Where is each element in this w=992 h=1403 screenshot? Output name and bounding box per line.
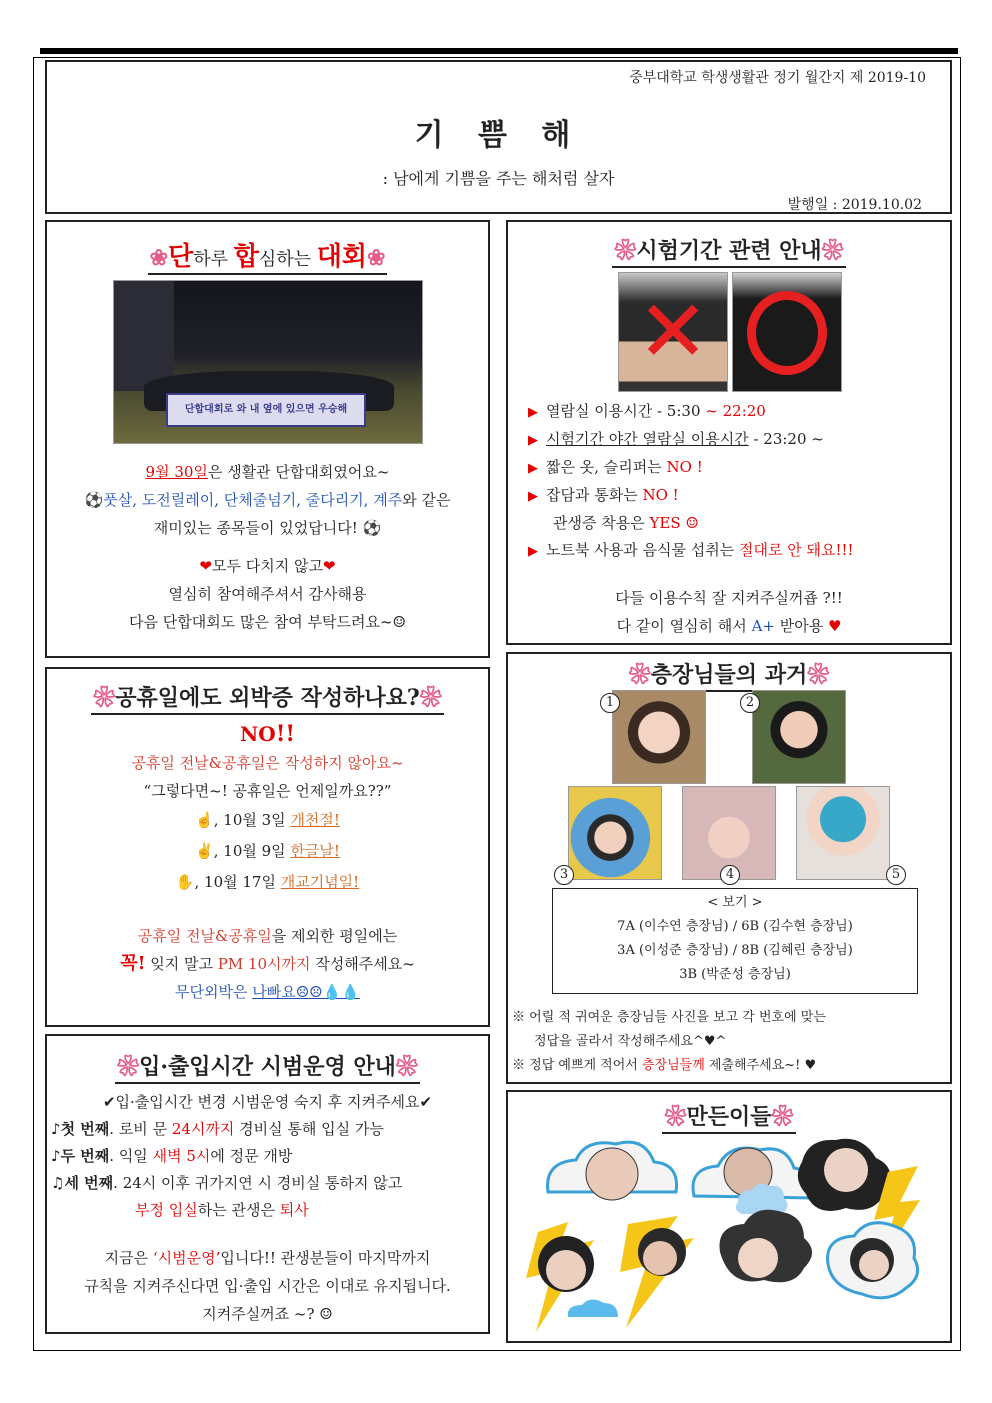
flower-icon: ❀ bbox=[366, 245, 386, 271]
exam-closing-1: 다들 이용수칙 잘 지켜주실꺼죱 ?!! bbox=[615, 589, 843, 607]
correct-outfit-photo bbox=[732, 272, 842, 392]
holiday-item-2: ✌, 10월 9일 한글날! bbox=[195, 842, 340, 860]
answer-legend: < 보기 > 7A (이수연 층장님) / 6B (김수현 층장님) 3A (이성준 층장님) / 8B (김혜린 층장님) 3B (박준성 층장님) bbox=[552, 888, 918, 994]
entry-line-0: ✔입·출입시간 변경 시범운영 숙지 후 지켜주세요✔ bbox=[102, 1093, 433, 1111]
exam-closing-2: 다 같이 열심히 해서 A+ 받아용 ♥ bbox=[616, 617, 842, 635]
holiday-item-1: ☝, 10월 3일 개천절! bbox=[195, 811, 340, 829]
note-icon: ♪ bbox=[51, 1147, 61, 1165]
exam-rule-2: ▶ 시험기간 야간 열람실 이용시간 - 23:20 ~ bbox=[528, 430, 824, 448]
leaders-note-2: ※ 정답 예쁘게 적어서 층장님들께 제출해주세요~! ♥ bbox=[512, 1058, 817, 1073]
exam-section bbox=[506, 220, 952, 645]
newsletter-subtitle: : 남에게 기쁨을 주는 해처럼 살자 bbox=[382, 169, 615, 188]
note-icon: ♪ bbox=[51, 1120, 61, 1138]
o-mark-icon bbox=[747, 291, 827, 375]
contest-line-3: 재미있는 종목들이 있었답니다! ⚽ bbox=[153, 519, 382, 537]
team-group-photo bbox=[113, 280, 423, 444]
heart-icon: ♥ bbox=[827, 617, 842, 635]
entry-para-1: 지금은 ‘시범운영’입니다!! 관생분들이 마지막까지 bbox=[104, 1249, 431, 1267]
makers-title: ❀만든이들❀ bbox=[508, 1100, 950, 1131]
photo-number-2: 2 bbox=[740, 693, 760, 713]
x-mark-icon: ✕ bbox=[636, 282, 710, 382]
heart-icon: ❤ bbox=[199, 557, 213, 575]
hand-two-icon: ✌ bbox=[195, 842, 214, 860]
entry-rule-1: ♪첫 번째. 로비 문 24시까지 경비실 통해 입실 가능 bbox=[51, 1120, 384, 1138]
baby-photo-1 bbox=[612, 690, 706, 784]
holiday-item-3: ✋, 10월 17일 개교기념일! bbox=[175, 873, 360, 891]
contest-line-6: 다음 단합대회도 많은 참여 부탁드려요~☺ bbox=[129, 613, 406, 631]
holiday-title: ❀공휴일에도 외박증 작성하나요?❀ bbox=[47, 681, 488, 712]
newsletter-title: 기 쁨 해 bbox=[414, 118, 583, 153]
contest-title: ❀단하루 합심하는 대회❀ bbox=[47, 236, 488, 273]
flower-icon: ❀ bbox=[149, 245, 169, 271]
hand-one-icon: ☝ bbox=[195, 811, 214, 829]
baby-photo-2 bbox=[752, 690, 846, 784]
entry-section bbox=[45, 1034, 490, 1334]
exam-rule-5: 관생증 착용은 YES ☺ bbox=[553, 514, 699, 532]
leaders-title: ❀층장님들의 과거❀ bbox=[508, 658, 950, 689]
entry-rule-3b: 부정 입실하는 관생은 퇴사 bbox=[135, 1201, 309, 1219]
makers-collage bbox=[508, 1132, 954, 1342]
cloud-icon bbox=[720, 1210, 813, 1283]
holiday-section bbox=[45, 667, 490, 1027]
holiday-line-4: 꼭! 잊지 말고 PM 10시까지 작성해주세요~ bbox=[120, 953, 415, 974]
holiday-line-2: “그렇다면~! 공휴일은 언제일까요??” bbox=[143, 782, 392, 800]
baby-photo-3 bbox=[568, 786, 662, 880]
exam-rule-6: ▶ 노트북 사용과 음식물 섭취는 절대로 안 돼요!!! bbox=[528, 541, 854, 559]
heart-icon: ❤ bbox=[322, 557, 336, 575]
contest-section bbox=[45, 220, 490, 658]
leaders-note-1: ※ 어릴 적 귀여운 층장님들 사진을 보고 각 번호에 맞는 bbox=[512, 1010, 826, 1025]
photo-number-1: 1 bbox=[600, 693, 620, 713]
contest-line-4: ❤모두 다치지 않고❤ bbox=[199, 557, 336, 575]
leaders-note-1b: 정답을 골라서 작성해주세요^♥^ bbox=[534, 1034, 727, 1049]
entry-title: ❀입·출입시간 시범운영 안내❀ bbox=[47, 1050, 488, 1081]
holiday-line-1: 공휴일 전날&공휴일은 작성하지 않아요~ bbox=[131, 754, 404, 772]
holiday-no: NO!! bbox=[239, 721, 296, 747]
hand-five-icon: ✋ bbox=[175, 873, 195, 891]
leaders-section bbox=[506, 652, 952, 1084]
cloud-icon bbox=[548, 1142, 677, 1200]
publication-line: 중부대학교 학생생활관 정기 월간지 제 2019-10 bbox=[629, 70, 926, 86]
masthead bbox=[45, 60, 952, 214]
cloud-icon bbox=[568, 1299, 618, 1317]
exam-rule-3: ▶ 짧은 옷, 슬리퍼는 NO ! bbox=[528, 458, 703, 476]
entry-para-2: 규칙을 지켜주신다면 입·출입 시간은 이대로 유지됩니다. bbox=[84, 1277, 451, 1295]
contest-line-1: 9월 30일은 생활관 단합대회였어요~ bbox=[145, 463, 390, 481]
contest-line-5: 열심히 참여해주셔서 감사해용 bbox=[168, 585, 367, 603]
baby-photo-5 bbox=[796, 786, 890, 880]
event-banner: 단합대회로 와 내 옆에 있으면 우승해 bbox=[166, 393, 366, 427]
photo-number-5: 5 bbox=[886, 865, 906, 885]
entry-para-3: 지켜주실꺼죠 ~? ☺ bbox=[202, 1305, 333, 1323]
note-icon: ♫ bbox=[51, 1174, 65, 1192]
contest-line-2: ⚽풋살, 도전릴레이, 단체줄넘기, 줄다리기, 계주와 같은 bbox=[84, 491, 451, 509]
photo-number-4: 4 bbox=[720, 865, 740, 885]
issue-date: 발행일 : 2019.10.02 bbox=[787, 197, 922, 213]
cloud-icon bbox=[828, 1223, 918, 1298]
entry-rule-3: ♫세 번째. 24시 이후 귀가지연 시 경비실 통하지 않고 bbox=[51, 1174, 403, 1192]
exam-rule-1: ▶ 열람실 이용시간 - 5:30 ~ 22:20 bbox=[528, 402, 766, 420]
exam-title: ❀시험기간 관련 안내❀ bbox=[508, 234, 950, 265]
top-rule bbox=[40, 48, 958, 54]
wrong-outfit-photo bbox=[618, 272, 728, 392]
holiday-line-5: 무단외박은 나빠요☹☹💧💧 bbox=[175, 983, 360, 1001]
exam-rule-4: ▶ 잡담과 통화는 NO ! bbox=[528, 486, 679, 504]
photo-number-3: 3 bbox=[554, 865, 574, 885]
makers-section bbox=[506, 1090, 952, 1343]
entry-rule-2: ♪두 번째. 익일 새벽 5시에 정문 개방 bbox=[51, 1147, 293, 1165]
holiday-line-3: 공휴일 전날&공휴일을 제외한 평일에는 bbox=[137, 927, 398, 945]
building-shape bbox=[114, 281, 174, 391]
cloud-icon bbox=[798, 1139, 890, 1211]
